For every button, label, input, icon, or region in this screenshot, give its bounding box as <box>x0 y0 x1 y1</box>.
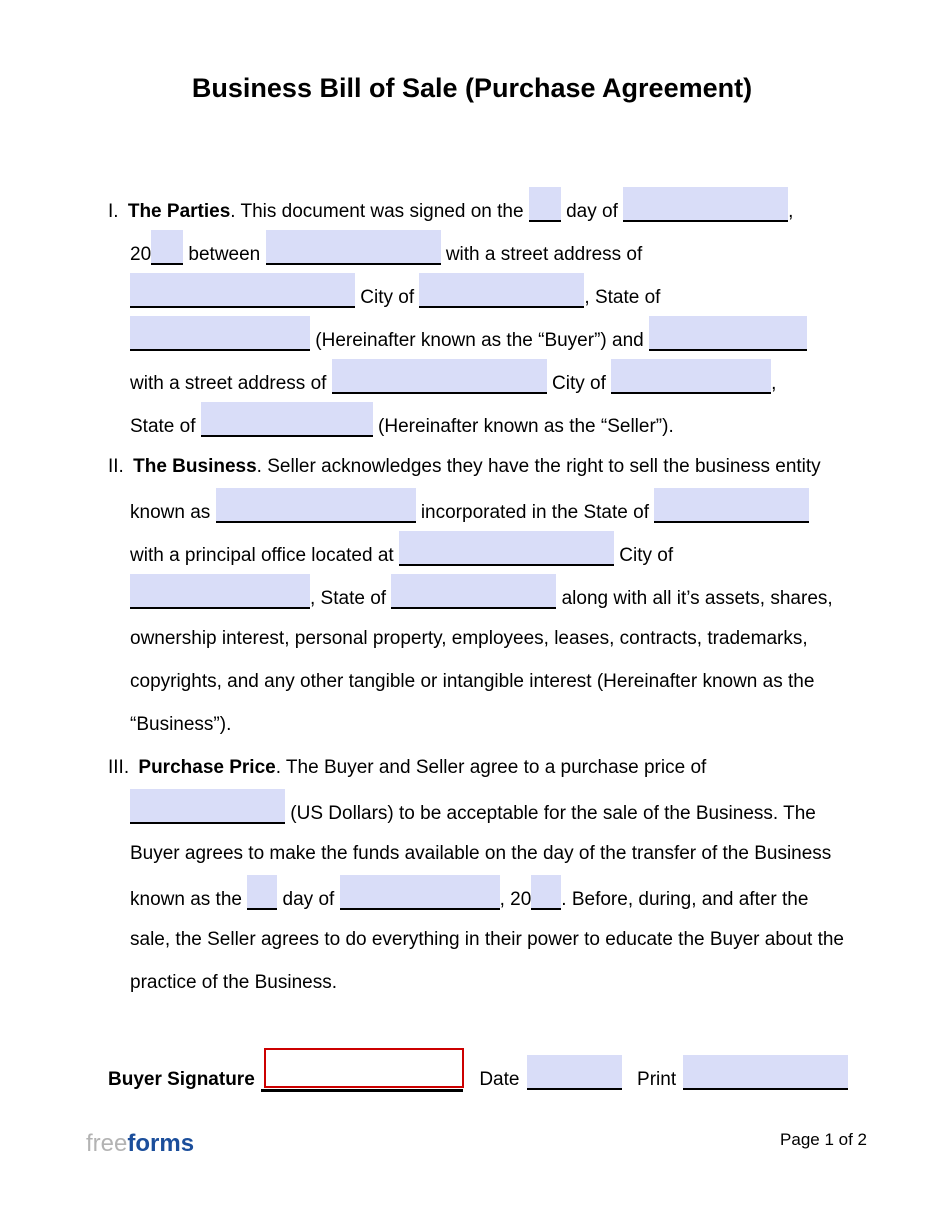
freeforms-logo <box>86 1130 194 1158</box>
section-purchase-price <box>108 746 944 1004</box>
execution-year-field[interactable] <box>151 230 183 265</box>
text-line: (US Dollars) to be acceptable for the sale of the Business. The <box>130 789 944 832</box>
section-the-business <box>108 445 944 746</box>
transfer-day-field[interactable] <box>247 875 277 910</box>
print-label: Print <box>637 1069 677 1090</box>
signature-row <box>108 1048 944 1091</box>
page-indicator: Page 1 of 2 <box>780 1130 867 1149</box>
text-line: copyrights, and any other tangible or intangible interest (Hereinafter known as the <box>130 671 815 692</box>
logo-free-text: free <box>86 1130 128 1157</box>
seller-street-address-field[interactable] <box>332 359 547 394</box>
text-line: with a street address of City of , <box>130 359 944 402</box>
logo-forms-text: forms <box>127 1130 195 1157</box>
text-line: ownership interest, personal property, employees, leases, contracts, trademarks, <box>130 628 808 649</box>
section-heading: Purchase Price <box>138 757 276 778</box>
document-title: Business Bill of Sale (Purchase Agreement) <box>191 73 753 103</box>
document-body <box>0 187 944 1004</box>
buyer-city-field[interactable] <box>419 273 584 308</box>
principal-office-address-field[interactable] <box>399 531 614 566</box>
text-line: Buyer agrees to make the funds available on the day of the transfer of the Business <box>130 843 832 864</box>
text-line: City of , State of <box>130 273 944 316</box>
text-line: II. The Business. Seller acknowledges they have the right to sell the business entity <box>108 456 821 477</box>
text-line: III. Purchase Price. The Buyer and Seller agree to a purchase price of <box>108 757 707 778</box>
section-the-parties <box>108 187 944 445</box>
signature-date-field[interactable] <box>527 1055 622 1090</box>
execution-day-field[interactable] <box>529 187 561 222</box>
text-line: I. The Parties. This document was signed on the day of , <box>130 187 944 230</box>
text-line: (Hereinafter known as the “Buyer”) and <box>130 316 944 359</box>
text-line: known as the day of , 20 . Before, during, and after the <box>130 875 944 918</box>
section-number: III. <box>108 757 135 778</box>
execution-month-field[interactable] <box>623 187 788 222</box>
section-number: I. <box>108 201 124 222</box>
business-name-field[interactable] <box>216 488 416 523</box>
seller-state-field[interactable] <box>201 402 373 437</box>
buyer-name-field[interactable] <box>266 230 441 265</box>
text-line: practice of the Business. <box>130 972 337 993</box>
transfer-month-field[interactable] <box>340 875 500 910</box>
text-line: with a principal office located at City of <box>130 531 944 574</box>
buyer-state-field[interactable] <box>130 316 310 351</box>
text-line: sale, the Seller agrees to do everything in their power to educate the Buyer about the <box>130 929 845 950</box>
seller-city-field[interactable] <box>611 359 771 394</box>
section-heading: The Business <box>133 456 257 477</box>
principal-office-city-field[interactable] <box>130 574 310 609</box>
seller-name-field[interactable] <box>649 316 807 351</box>
buyer-street-address-field[interactable] <box>130 273 355 308</box>
text-line: 20 between with a street address of <box>130 230 944 273</box>
purchase-price-field[interactable] <box>130 789 285 824</box>
text-line: , State of along with all it’s assets, shares, <box>130 574 944 617</box>
principal-office-state-field[interactable] <box>391 574 556 609</box>
date-label: Date <box>479 1069 520 1090</box>
section-heading: The Parties <box>127 201 231 222</box>
buyer-printed-name-field[interactable] <box>683 1055 848 1090</box>
incorporation-state-field[interactable] <box>654 488 809 523</box>
text-line: “Business”). <box>130 714 232 735</box>
text-line: State of (Hereinafter known as the “Seller”). <box>130 402 944 445</box>
text-line: known as incorporated in the State of <box>130 488 944 531</box>
section-number: II. <box>108 456 130 477</box>
transfer-year-field[interactable] <box>531 875 561 910</box>
buyer-signature-label: Buyer Signature <box>108 1069 255 1090</box>
buyer-signature-field[interactable] <box>264 1048 464 1088</box>
